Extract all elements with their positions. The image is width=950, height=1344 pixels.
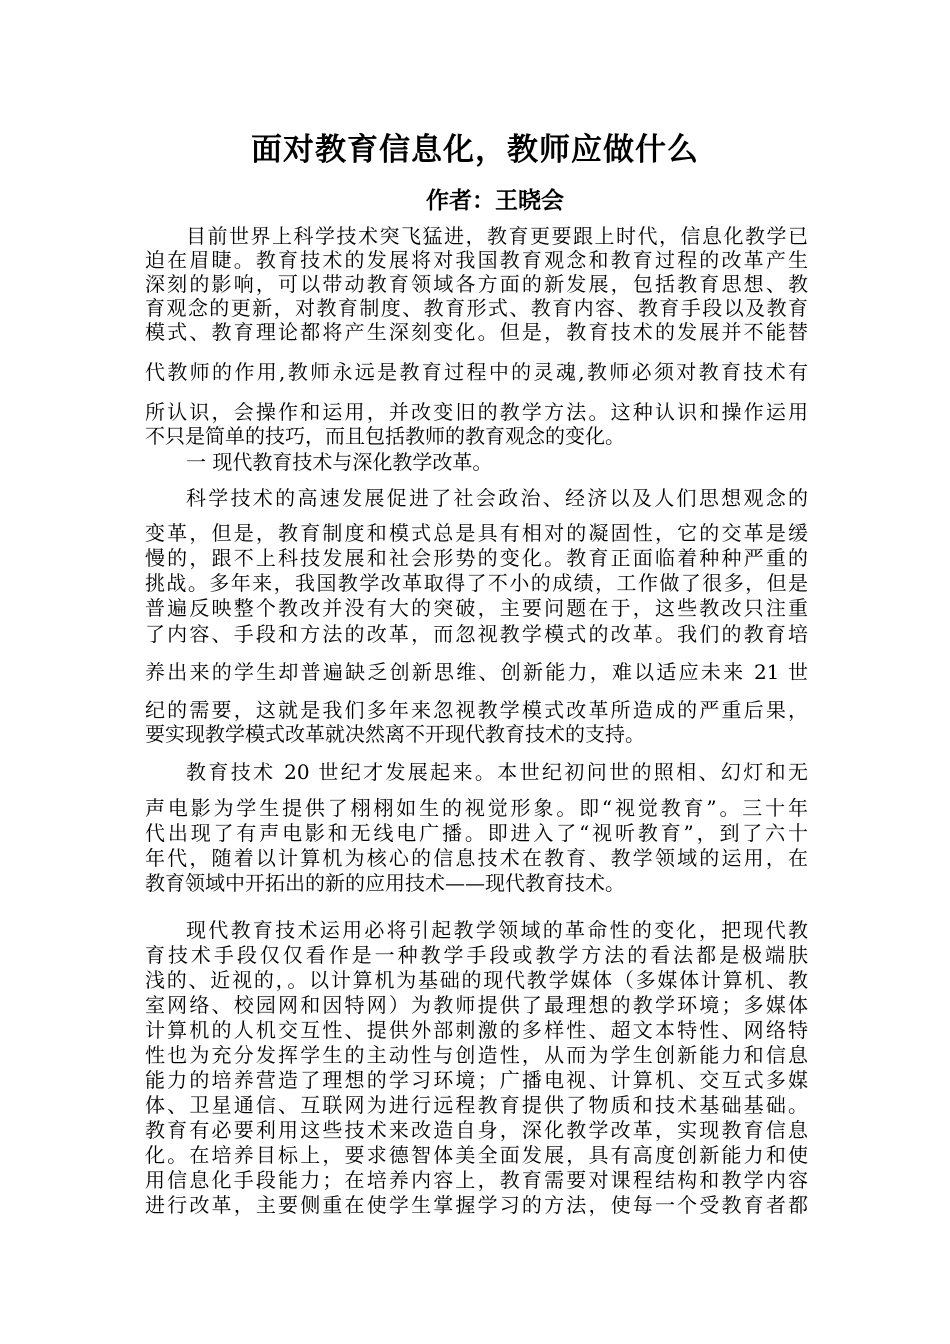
text-line: 育观念的更新，对教育制度、教育形式、教育内容、教育手段以及教育 [145,296,808,320]
text-line: 所认识，会操作和运用，并改变旧的教学方法。这种认识和操作运用 [145,400,808,424]
text-line: 普遍反映整个教改并没有大的突破，主要问题在于，这些教改只注重 [145,596,808,620]
section-heading: 一 现代教育技术与深化教学改革。 [186,450,493,474]
text-line: 年代，随着以计算机为核心的信息技术在教育、教学领域的运用，在 [145,846,808,870]
text-line: 能力的培养营造了理想的学习环境；广播电视、计算机、交互式多媒 [145,1068,808,1092]
text-line: 化。在培养目标上，要求德智体美全面发展，具有高度创新能力和使 [145,1143,808,1167]
text-line: 体、卫星通信、互联网为进行远程教育提供了物质和技术基础基础。 [145,1093,808,1117]
text-line: 迫在眉睫。教育技术的发展将对我国教育观念和教育过程的改革产生 [145,248,808,272]
text-line: 性也为充分发挥学生的主动性与创造性，从而为学生创新能力和信息 [145,1043,808,1067]
text-line: 进行改革，主要侧重在使学生掌握学习的方法，使每一个受教育者都 [145,1193,808,1217]
text-line: 了内容、手段和方法的改革，而忽视教学模式的改革。我们的教育培 [145,622,808,646]
text-line: 代出现了有声电影和无线电广播。即进入了“视听教育”，到了六十 [145,821,808,845]
text-line: 养出来的学生却普遍缺乏创新思维、创新能力，难以适应未来 21 世 [145,660,808,684]
text-line: 室网络、校园网和因特网）为教师提供了最理想的教学环境；多媒体 [145,993,808,1017]
text-line: 育技术手段仅仅看作是一种教学手段或教学方法的看法都是极端肤 [145,943,808,967]
text-line: 用信息化手段能力；在培养内容上，教育需要对课程结构和教学内容 [145,1168,808,1192]
text-line: 要实现教学模式改革就决然离不开现代教育技术的支持。 [145,722,645,746]
text-line: 纪的需要，这就是我们多年来忽视教学模式改革所造成的严重后果， [145,698,808,722]
document-author: 作者：王晓会 [426,188,564,214]
text-line: 变革，但是，教育制度和模式总是具有相对的凝固性，它的交革是缓 [145,521,808,545]
text-line: 科学技术的高速发展促进了社会政治、经济以及人们思想观念的 [186,486,808,510]
text-line: 代教师的作用,教师永远是教育过程中的灵魂,教师必须对教育技术有 [145,360,808,384]
document-title: 面对教育信息化，教师应做什么 [251,132,699,168]
text-line: 教育技术 20 世纪才发展起来。本世纪初问世的照相、幻灯和无 [186,760,808,784]
text-line: 计算机的人机交互性、提供外部刺激的多样性、超文本特性、网络特 [145,1018,808,1042]
text-line: 挑战。多年来，我国教学改革取得了不小的成绩，工作做了很多，但是 [145,571,808,595]
text-line: 教育领域中开拓出的新的应用技术——现代教育技术。 [145,871,625,895]
text-line: 目前世界上科学技术突飞猛进，教育更要跟上时代，信息化教学已 [186,224,808,248]
text-line: 慢的，跟不上科技发展和社会形势的变化。教育正面临着种种严重的 [145,546,808,570]
text-line: 深刻的影响，可以带动教育领域各方面的新发展，包括教育思想、教 [145,272,808,296]
text-line: 教育有必要利用这些技术来改造自身，深化教学改革，实现教育信息 [145,1118,808,1142]
text-line: 不只是简单的技巧，而且包括教师的教育观念的变化。 [145,424,625,448]
text-line: 现代教育技术运用必将引起教学领域的革命性的变化，把现代教 [186,918,808,942]
text-line: 模式、教育理论都将产生深刻变化。但是，教育技术的发展并不能替 [145,320,808,344]
text-line: 浅的、近视的，。以计算机为基础的现代教学媒体（多媒体计算机、教 [145,968,808,992]
text-line: 声电影为学生提供了栩栩如生的视觉形象。即“视觉教育”。三十年 [145,796,808,820]
